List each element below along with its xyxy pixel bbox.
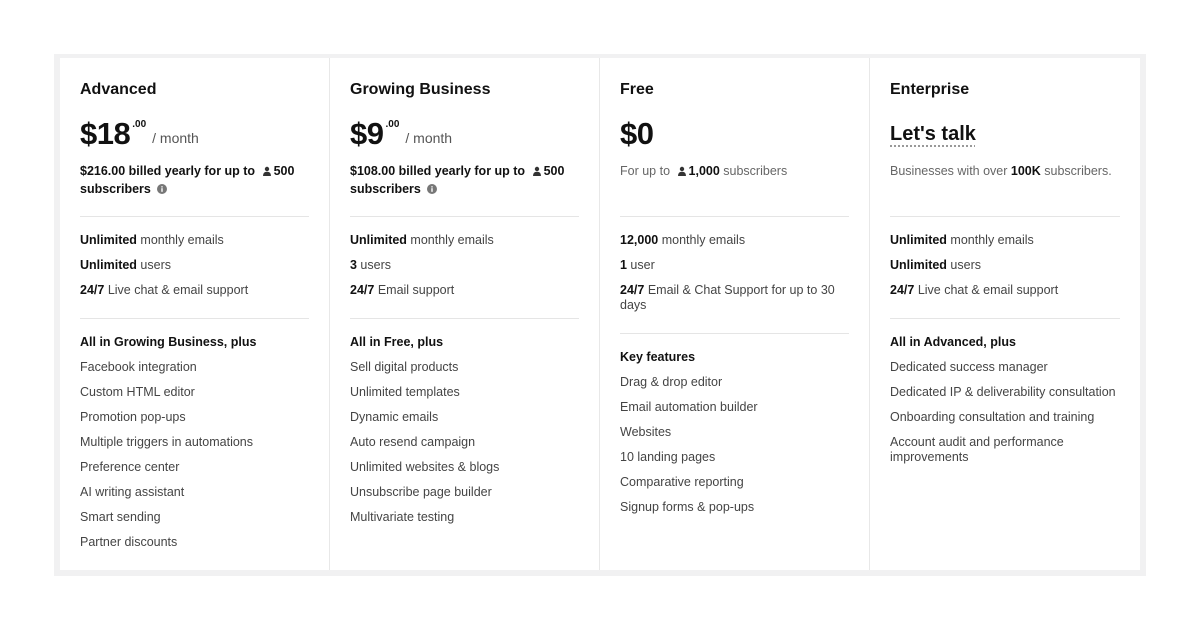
feature-item: Dedicated IP & deliverability consultation [890,385,1116,399]
feature-list [890,319,1120,465]
core-item [80,233,309,248]
feature-item: Websites [620,425,672,439]
billing-note [620,162,849,198]
feature-heading: Key features [620,350,696,364]
core-item [350,233,579,248]
core-bold: Unlimited [890,258,947,272]
feature-item: Account audit and performance improvements [890,435,1064,464]
core-bold: 12,000 [620,233,659,247]
core-list [350,217,579,318]
pricing-frame [54,54,1146,576]
contact-sales-link[interactable]: Let's talk [890,123,976,145]
core-item [620,233,849,248]
billing-count: 500 [273,164,295,178]
user-icon [532,166,542,176]
core-text: monthly emails [946,233,1034,247]
core-text: user [626,258,655,272]
core-item [890,233,1120,248]
feature-list [80,319,309,550]
plan-card-advanced [60,58,330,570]
core-bold: 24/7 [80,283,105,297]
feature-heading: All in Free, plus [350,335,444,349]
core-text: Live chat & email support [914,283,1059,297]
billing-pre: For up to [620,164,671,178]
core-text: users [356,258,391,272]
price-cents: .00 [132,119,147,130]
billing-post: subscribers [350,182,421,196]
user-icon [677,166,687,176]
price-cents: .00 [385,119,400,130]
billing-count: 1,000 [688,164,720,178]
billing-note [890,162,1120,198]
feature-item: Unlimited websites & blogs [350,460,500,474]
core-bold: 24/7 [890,283,915,297]
core-bold: 1 [620,258,627,272]
info-icon[interactable] [157,184,167,194]
plan-name: Enterprise [890,81,970,98]
core-text: monthly emails [406,233,494,247]
price-period: / month [405,130,453,146]
core-list [80,217,309,318]
feature-list [620,334,849,515]
price-amount: $0 [620,116,654,151]
pricing-cards [60,58,1140,570]
billing-post: subscribers [723,164,788,178]
feature-item: Smart sending [80,510,161,524]
feature-item: Dynamic emails [350,410,439,424]
feature-item: Auto resend campaign [350,435,476,449]
feature-item: Signup forms & pop-ups [620,500,755,514]
core-bold: Unlimited [890,233,947,247]
price-amount: $18 [80,116,131,151]
price-row [80,116,309,152]
plan-name: Growing Business [350,81,491,98]
feature-heading: All in Advanced, plus [890,335,1016,349]
billing-note [80,162,309,198]
feature-item: Dedicated success manager [890,360,1048,374]
core-text: users [136,258,171,272]
core-bold: Unlimited [350,233,407,247]
price-period: / month [152,130,199,146]
price-row [620,116,849,152]
core-item [620,283,849,313]
plan-name: Advanced [80,81,157,98]
feature-item: Comparative reporting [620,475,744,489]
price-row [350,116,579,152]
billing-count: 100K [1010,164,1041,178]
feature-item: Multiple triggers in automations [80,435,253,449]
core-list [620,217,849,333]
feature-heading: All in Growing Business, plus [80,335,257,349]
core-item [890,283,1120,298]
core-item [350,258,579,273]
core-text: Email & Chat Support for up to 30 days [620,283,835,312]
core-text: monthly emails [136,233,224,247]
core-text: Email support [374,283,455,297]
info-icon[interactable] [427,184,437,194]
feature-item: Unsubscribe page builder [350,485,492,499]
price-row [890,116,1120,152]
billing-post: subscribers. [1044,164,1112,178]
feature-item: Preference center [80,460,180,474]
price-amount: $9 [350,116,384,151]
core-list [890,217,1120,318]
feature-item: 10 landing pages [620,450,716,464]
core-text: users [946,258,981,272]
feature-item: AI writing assistant [80,485,185,499]
core-bold: Unlimited [80,233,137,247]
feature-item: Multivariate testing [350,510,455,524]
user-icon [262,166,272,176]
core-bold: 24/7 [350,283,375,297]
core-text: monthly emails [658,233,746,247]
billing-post: subscribers [80,182,151,196]
plan-card-free [600,58,870,570]
billing-pre: $216.00 billed yearly for up to [80,164,256,178]
feature-list [350,319,579,525]
feature-item: Sell digital products [350,360,459,374]
core-item [890,258,1120,273]
billing-pre: Businesses with over [890,164,1008,178]
feature-item: Promotion pop-ups [80,410,186,424]
core-item [350,283,579,298]
plan-card-enterprise [870,58,1140,570]
feature-item: Partner discounts [80,535,178,549]
core-item [80,283,309,298]
feature-item: Unlimited templates [350,385,460,399]
feature-item: Drag & drop editor [620,375,723,389]
feature-item: Custom HTML editor [80,385,195,399]
billing-count: 500 [543,164,565,178]
plan-card-growing-business [330,58,600,570]
plan-name: Free [620,81,654,98]
feature-item: Onboarding consultation and training [890,410,1095,424]
core-bold: 24/7 [620,283,645,297]
core-item [620,258,849,273]
core-bold: Unlimited [80,258,137,272]
core-text: Live chat & email support [104,283,249,297]
core-bold: 3 [350,258,357,272]
billing-note [350,162,579,198]
feature-item: Email automation builder [620,400,758,414]
billing-pre: $108.00 billed yearly for up to [350,164,526,178]
core-item [80,258,309,273]
feature-item: Facebook integration [80,360,197,374]
